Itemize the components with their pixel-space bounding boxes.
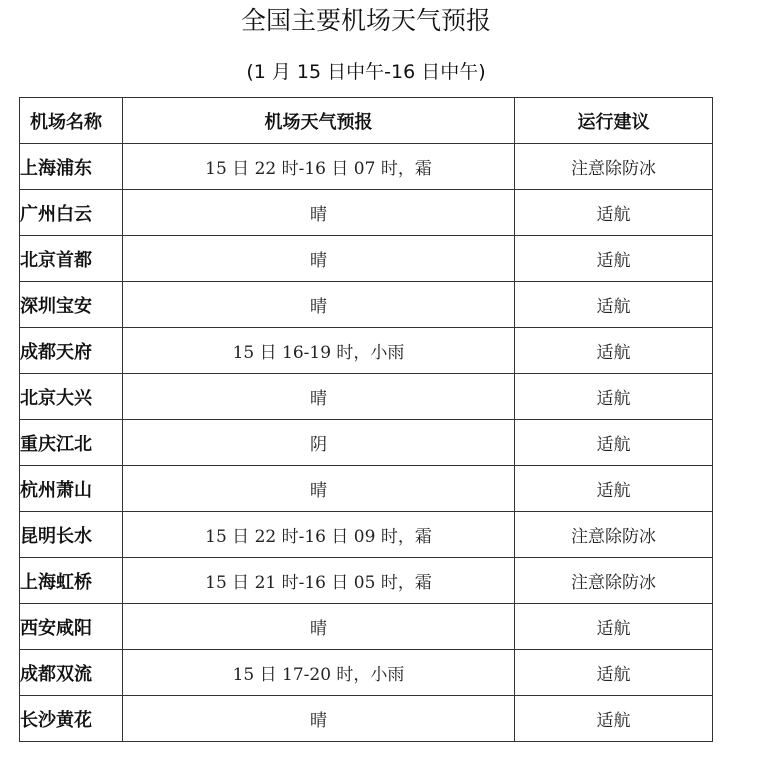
table-row	[20, 144, 713, 190]
airport-name: 重庆江北	[20, 420, 123, 466]
weather-forecast: 15 日 17-20 时，小雨	[123, 650, 515, 696]
operation-advice: 适航	[515, 466, 713, 512]
forecast-table	[19, 97, 713, 742]
airport-name: 成都天府	[20, 328, 123, 374]
table-row	[20, 650, 713, 696]
table-row	[20, 420, 713, 466]
airport-name: 北京大兴	[20, 374, 123, 420]
operation-advice: 适航	[515, 420, 713, 466]
table-row	[20, 282, 713, 328]
header-forecast: 机场天气预报	[123, 98, 515, 144]
table-row	[20, 328, 713, 374]
operation-advice: 注意除防冰	[515, 558, 713, 604]
table-header-row	[20, 98, 713, 144]
operation-advice: 适航	[515, 190, 713, 236]
operation-advice: 适航	[515, 236, 713, 282]
weather-forecast: 晴	[123, 466, 515, 512]
table-row	[20, 696, 713, 742]
operation-advice: 适航	[515, 374, 713, 420]
table-row	[20, 374, 713, 420]
airport-name: 杭州萧山	[20, 466, 123, 512]
table-row	[20, 466, 713, 512]
weather-forecast: 晴	[123, 696, 515, 742]
airport-name: 上海虹桥	[20, 558, 123, 604]
airport-name: 成都双流	[20, 650, 123, 696]
operation-advice: 注意除防冰	[515, 512, 713, 558]
operation-advice: 适航	[515, 604, 713, 650]
weather-forecast: 晴	[123, 604, 515, 650]
operation-advice: 注意除防冰	[515, 144, 713, 190]
operation-advice: 适航	[515, 282, 713, 328]
document-title: 全国主要机场天气预报	[240, 6, 491, 35]
weather-forecast: 晴	[123, 190, 515, 236]
table-row	[20, 236, 713, 282]
airport-name: 长沙黄花	[20, 696, 123, 742]
weather-forecast: 阴	[123, 420, 515, 466]
operation-advice: 适航	[515, 696, 713, 742]
weather-forecast: 晴	[123, 282, 515, 328]
airport-name: 北京首都	[20, 236, 123, 282]
table-row	[20, 512, 713, 558]
header-airport: 机场名称	[20, 98, 123, 144]
table-row	[20, 190, 713, 236]
table-row	[20, 558, 713, 604]
operation-advice: 适航	[515, 650, 713, 696]
weather-forecast: 15 日 22 时-16 日 07 时，霜	[123, 144, 515, 190]
weather-forecast: 15 日 16-19 时，小雨	[123, 328, 515, 374]
airport-name: 广州白云	[20, 190, 123, 236]
table-row	[20, 604, 713, 650]
weather-forecast: 晴	[123, 236, 515, 282]
weather-forecast: 15 日 21 时-16 日 05 时，霜	[123, 558, 515, 604]
document-subtitle: (1 月 15 日中午-16 日中午)	[246, 61, 486, 83]
weather-forecast: 15 日 22 时-16 日 09 时，霜	[123, 512, 515, 558]
airport-name: 西安咸阳	[20, 604, 123, 650]
airport-name: 上海浦东	[20, 144, 123, 190]
airport-name: 昆明长水	[20, 512, 123, 558]
header-advice: 运行建议	[515, 98, 713, 144]
weather-forecast: 晴	[123, 374, 515, 420]
airport-name: 深圳宝安	[20, 282, 123, 328]
operation-advice: 适航	[515, 328, 713, 374]
